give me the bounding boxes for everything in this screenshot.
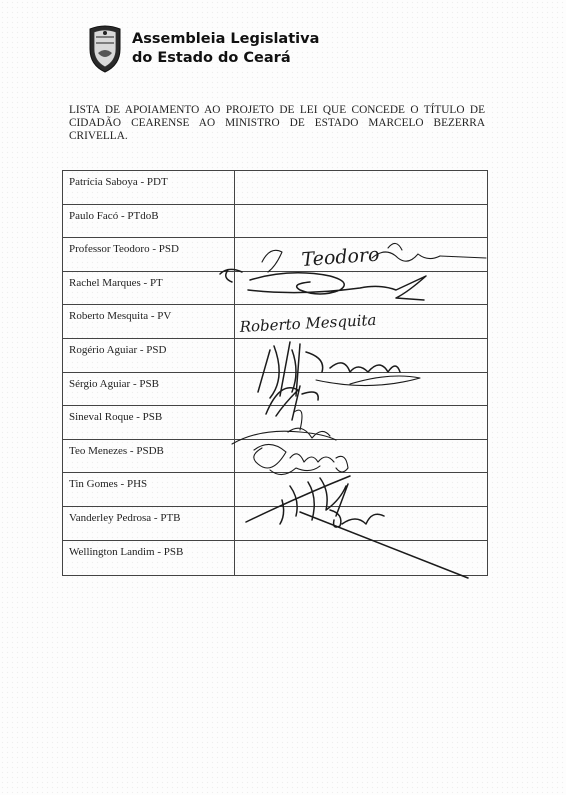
- signature-cell: [235, 171, 488, 205]
- signer-row: [63, 473, 488, 507]
- signer-name: Wellington Landim - PSB: [63, 540, 235, 575]
- signature-cell: [235, 204, 488, 238]
- signer-row: [63, 171, 488, 205]
- signer-row: [63, 506, 488, 540]
- assembly-name: [132, 30, 352, 68]
- signer-row: [63, 406, 488, 440]
- signer-row: [63, 540, 488, 575]
- org-name-line-2: do Estado do Ceará: [132, 50, 291, 66]
- signature-cell: [235, 372, 488, 406]
- signature-cell: [235, 540, 488, 575]
- signature-cell: [235, 406, 488, 440]
- signature-text-roberto-mesquita: Roberto Mesquita: [239, 310, 377, 336]
- signature-cell: [235, 473, 488, 507]
- signer-name: Rachel Marques - PT: [63, 271, 235, 305]
- signer-name: Sérgio Aguiar - PSB: [63, 372, 235, 406]
- signer-name: Roberto Mesquita - PV: [63, 305, 235, 339]
- state-coat-of-arms-icon: [86, 23, 124, 73]
- signer-name: Patrícia Saboya - PDT: [63, 171, 235, 205]
- signature-cell: [235, 439, 488, 473]
- signer-row: [63, 238, 488, 272]
- signer-name: Rogério Aguiar - PSD: [63, 338, 235, 372]
- signer-row: [63, 204, 488, 238]
- signature-cell: [235, 506, 488, 540]
- signer-row: [63, 338, 488, 372]
- signer-row: [63, 439, 488, 473]
- signature-text-teodoro: Teodoro: [300, 243, 381, 271]
- signature-cell: [235, 238, 488, 272]
- signer-row: [63, 305, 488, 339]
- signer-row: [63, 271, 488, 305]
- signer-name: Professor Teodoro - PSD: [63, 238, 235, 272]
- signer-name: Tin Gomes - PHS: [63, 473, 235, 507]
- org-name-line-1: Assembleia Legislativa: [132, 31, 320, 47]
- signer-name: Teo Menezes - PSDB: [63, 439, 235, 473]
- signer-name: Vanderley Pedrosa - PTB: [63, 506, 235, 540]
- signature-cell: [235, 305, 488, 339]
- signer-name: Sineval Roque - PSB: [63, 406, 235, 440]
- signature-table: [62, 170, 488, 576]
- signature-cell: [235, 271, 488, 305]
- signature-cell: [235, 338, 488, 372]
- signer-name: Paulo Facó - PTdoB: [63, 204, 235, 238]
- signer-row: [63, 372, 488, 406]
- document-heading: LISTA DE APOIAMENTO AO PROJETO DE LEI QUE CONCEDE O TÍTULO DE CIDADÃO CEARENSE AO MINISTRO DE ESTADO MARCELO BEZERRA CRIVELLA.: [69, 104, 485, 142]
